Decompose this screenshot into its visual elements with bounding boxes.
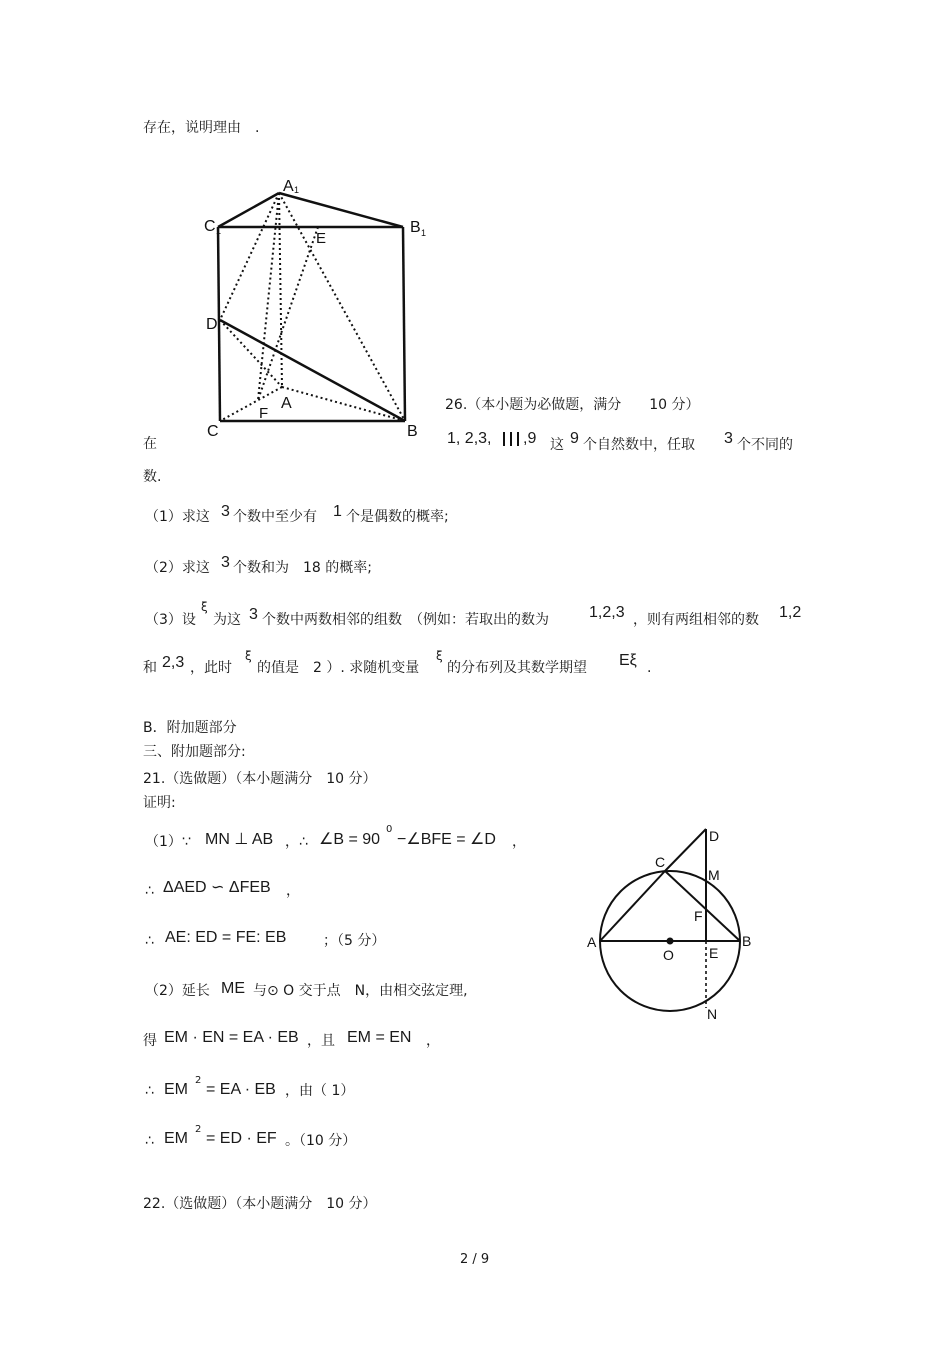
q26-p4-b: ，此时: [190, 660, 232, 676]
q22-header: 22.（选做题）（本小题满分 10 分）: [143, 1196, 377, 1212]
label-b1-sub: 1: [421, 228, 427, 238]
l4-m: ME: [221, 980, 245, 997]
l5-end: ，: [426, 1033, 440, 1049]
q26-p3-ex: 1,2,3: [589, 604, 625, 621]
l2-a: ∴: [145, 883, 154, 899]
q26-line2: 数.: [143, 469, 162, 485]
l1-m3: −∠BFE = ∠D: [397, 831, 496, 848]
q26-zhe: 这: [550, 437, 564, 453]
label-f: F: [694, 908, 703, 924]
l6-m2: = EA · EB: [206, 1081, 276, 1098]
q26-p1-b: 个数中至少有: [233, 509, 317, 525]
q26-p4-ex: 2,3: [162, 654, 185, 671]
q26-p3-c: 个数中两数相邻的组数 （例如：若取出的数为: [262, 612, 549, 628]
l4-a: （2）延长: [145, 983, 210, 999]
q26-p4-a: 和: [143, 660, 157, 676]
l1-b: ，∴: [285, 834, 308, 850]
label-c: C: [207, 423, 219, 440]
label-c1: C: [204, 218, 216, 235]
label-e: E: [709, 945, 719, 961]
label-d: D: [709, 828, 720, 844]
l2-end: ，: [286, 883, 300, 899]
l7-a: ∴: [145, 1133, 154, 1149]
l6-m: EM: [164, 1081, 188, 1098]
l2-m: ΔAED ∽ ΔFEB: [163, 879, 271, 896]
l7-b: 。（10 分）: [285, 1133, 357, 1149]
label-a: A: [281, 395, 292, 412]
prism-figure: [195, 172, 435, 442]
l7-m: EM: [164, 1130, 188, 1147]
l4-b: 与⊙ O 交于点 N，由相交弦定理,: [253, 983, 468, 999]
label-b1: B: [410, 219, 421, 236]
q26-header: 26.（本小题为必做题，满分 10 分）: [445, 397, 700, 413]
l6-a: ∴: [145, 1083, 154, 1099]
q26-p3-a: （3）设: [145, 612, 196, 628]
l5-m: EM · EN = EA · EB: [164, 1029, 299, 1046]
l3-m: AE: ED = FE: EB: [165, 929, 287, 946]
q26-p3-ex2: 1,2: [779, 604, 802, 621]
label-d: D: [206, 316, 218, 333]
q26-left-char: 在: [143, 436, 157, 452]
l7-m2: = ED · EF: [206, 1130, 277, 1147]
l1-sup: 0: [386, 824, 393, 835]
q26-p3-b: 为这: [213, 612, 241, 628]
label-f: F: [259, 405, 269, 422]
q26-p4-xi2: ξ: [436, 649, 443, 663]
q26-p3-xi: ξ: [201, 600, 208, 614]
l1-m2: ∠B = 90: [319, 831, 381, 848]
label-c: C: [655, 854, 666, 870]
l1-a: （1）∵: [145, 834, 191, 850]
q26-line1-tail: 个不同的: [737, 437, 793, 453]
q26-nine-b: 9: [570, 430, 579, 447]
q26-p4-end: .: [647, 660, 652, 676]
appendix-b-part: B．附加题部分: [143, 720, 237, 736]
l6-b: ，由（ 1）: [285, 1083, 355, 1099]
q26-p4-c: 的值是 2 ）. 求随机变量: [257, 660, 420, 676]
q26-p3-num: 3: [249, 606, 258, 623]
label-a: A: [587, 934, 597, 950]
intro-text: 存在，说明理由 .: [143, 120, 260, 136]
page-number: 2 / 9: [460, 1252, 490, 1267]
l7-sup: 2: [195, 1124, 202, 1135]
l1-m: MN ⊥ AB: [205, 831, 274, 848]
q26-nine-a: ,9: [523, 430, 537, 447]
label-b: B: [742, 933, 752, 949]
label-a1-sub: 1: [294, 185, 300, 195]
label-c1-sub: 1: [216, 226, 222, 236]
l6-sup: 2: [195, 1075, 202, 1086]
l1-end: ，: [512, 834, 526, 850]
q26-p2-b: 个数和为 18 的概率;: [233, 560, 372, 576]
proof-label: 证明:: [143, 795, 176, 811]
q26-p4-d: 的分布列及其数学期望: [447, 660, 587, 676]
l5-a: 得: [143, 1033, 157, 1049]
circle-figure: [580, 820, 760, 1030]
q26-p3-d: ，则有两组相邻的数: [633, 612, 759, 628]
l3-a: ∴: [145, 933, 154, 949]
l3-end: ；（5 分）: [323, 933, 386, 949]
q26-three: 3: [724, 430, 733, 447]
q26-p1-num: 3: [221, 503, 230, 520]
q26-p1-c: 个是偶数的概率;: [346, 509, 449, 525]
label-o: O: [663, 947, 674, 963]
label-a1: A: [283, 178, 294, 195]
label-m: M: [708, 867, 720, 883]
q26-p2-num: 3: [221, 554, 230, 571]
q26-line1-text: 个自然数中，任取: [583, 437, 695, 453]
q26-p2-a: （2）求这: [145, 560, 210, 576]
l5-b: ，且: [307, 1033, 335, 1049]
q21-header: 21.（选做题）（本小题满分 10 分）: [143, 771, 377, 787]
q26-p1-a: （1）求这: [145, 509, 210, 525]
label-e: E: [316, 230, 327, 247]
q26-numbers: 1, 2,3,: [447, 430, 492, 447]
label-n: N: [707, 1006, 718, 1022]
label-b: B: [407, 423, 418, 440]
appendix-san: 三、附加题部分:: [143, 744, 246, 760]
l5-m2: EM = EN: [347, 1029, 412, 1046]
q26-p4-xi: ξ: [245, 649, 252, 663]
ellipsis-icon: [500, 431, 524, 447]
q26-p4-e: Eξ: [619, 652, 637, 669]
q26-p1-num2: 1: [333, 503, 342, 520]
